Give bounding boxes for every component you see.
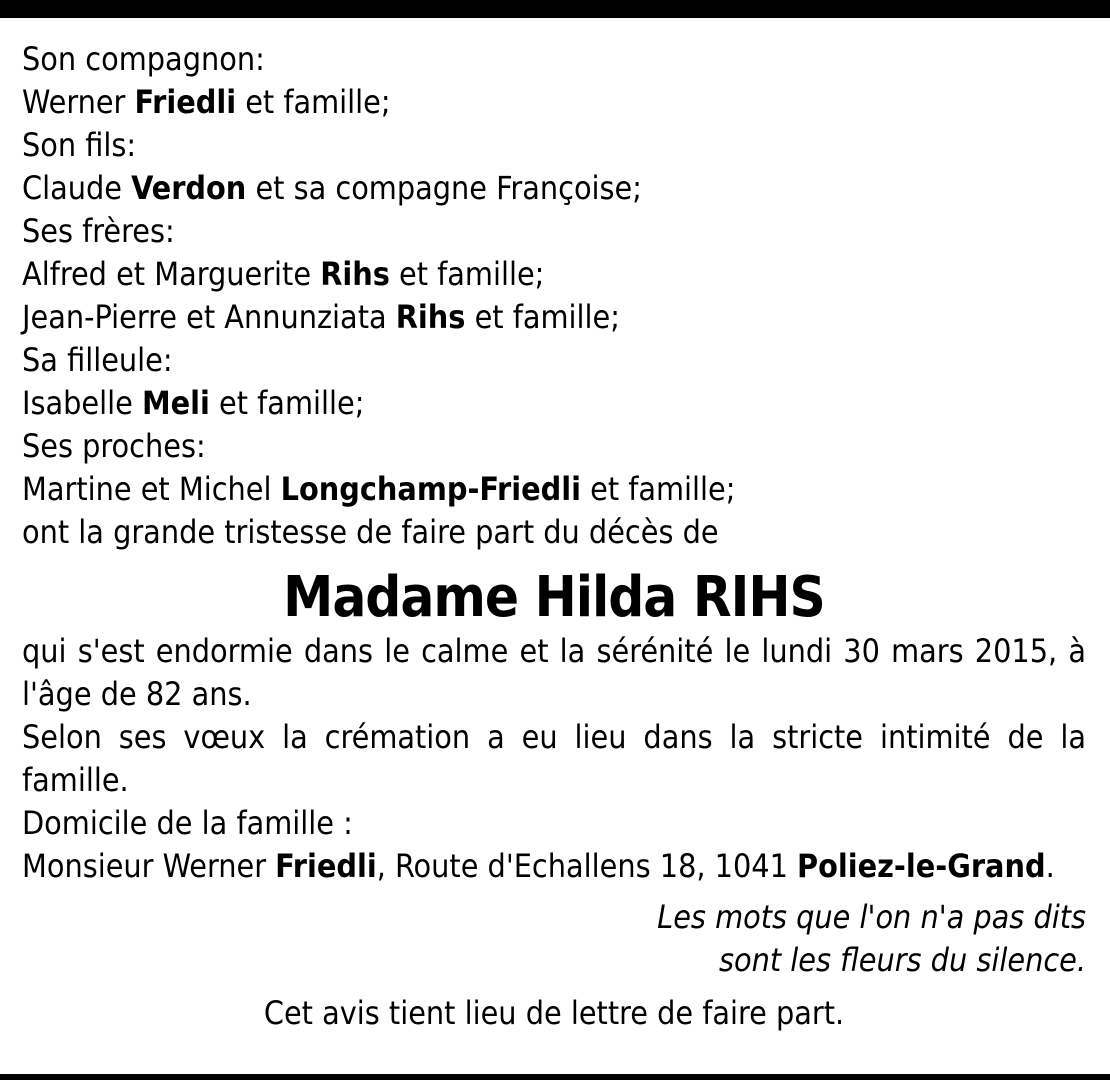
family-role: Son fils: — [22, 126, 137, 164]
family-member-line — [22, 296, 1086, 339]
surname: Rihs — [395, 298, 466, 336]
quote-line-1: Les mots que l'on n'a pas dits — [657, 898, 1086, 936]
domicile-town: Poliez-le-Grand — [797, 847, 1046, 885]
cremation-text: Selon ses vœux la crémation a eu lieu dans la stricte intimité de la famille. — [22, 718, 1086, 799]
family-role: Ses frères: — [22, 212, 175, 250]
domicile-label: Domicile de la famille : — [22, 804, 353, 842]
domicile-name-prefix: Monsieur Werner — [22, 847, 276, 885]
domicile-address — [22, 845, 1086, 888]
surname: Verdon — [131, 169, 247, 207]
family-member-line — [22, 468, 1086, 511]
surname: Friedli — [134, 83, 237, 121]
suffix-text: et sa compagne Françoise; — [246, 169, 642, 207]
family-member-line — [22, 253, 1086, 296]
suffix-text: et famille; — [465, 298, 620, 336]
domicile-surname: Friedli — [275, 847, 377, 885]
suffix-text: et famille; — [389, 255, 545, 293]
family-member-line — [22, 81, 1086, 124]
family-list — [22, 38, 1086, 511]
domicile-end: . — [1045, 847, 1055, 885]
bottom-rule — [0, 1074, 1110, 1080]
given-names: Martine et Michel — [22, 470, 281, 508]
announcement-text: ont la grande tristesse de faire part du décès de — [22, 513, 719, 551]
quote-line-2: sont les fleurs du silence. — [719, 941, 1086, 979]
surname: Longchamp-Friedli — [280, 470, 581, 508]
family-role: Sa filleule: — [22, 341, 173, 379]
surname: Meli — [141, 384, 210, 422]
suffix-text: et famille; — [209, 384, 365, 422]
family-role: Son compagnon: — [22, 40, 265, 78]
quote-block — [22, 896, 1086, 982]
suffix-text: et famille; — [580, 470, 736, 508]
given-names: Claude — [22, 169, 132, 207]
given-names: Jean-Pierre et Annunziata — [22, 298, 396, 336]
obituary-notice — [22, 38, 1086, 1035]
given-names: Werner — [22, 83, 135, 121]
deceased-name: Madame Hilda RIHS — [283, 565, 825, 630]
family-role: Ses proches: — [22, 427, 206, 465]
passing-text: qui s'est endormie dans le calme et la sérénité le lundi 30 mars 2015, à l'âge de 82 ans. — [22, 632, 1086, 713]
given-names: Isabelle — [22, 384, 142, 422]
family-member-line — [22, 167, 1086, 210]
given-names: Alfred et Marguerite — [22, 255, 321, 293]
suffix-text: et famille; — [236, 83, 391, 121]
surname: Rihs — [320, 255, 390, 293]
domicile-street: , Route d'Echallens 18, 1041 — [376, 847, 798, 885]
top-rule — [0, 0, 1110, 18]
closing-text: Cet avis tient lieu de lettre de faire part. — [263, 994, 845, 1032]
family-member-line — [22, 382, 1086, 425]
details-block — [22, 630, 1086, 888]
